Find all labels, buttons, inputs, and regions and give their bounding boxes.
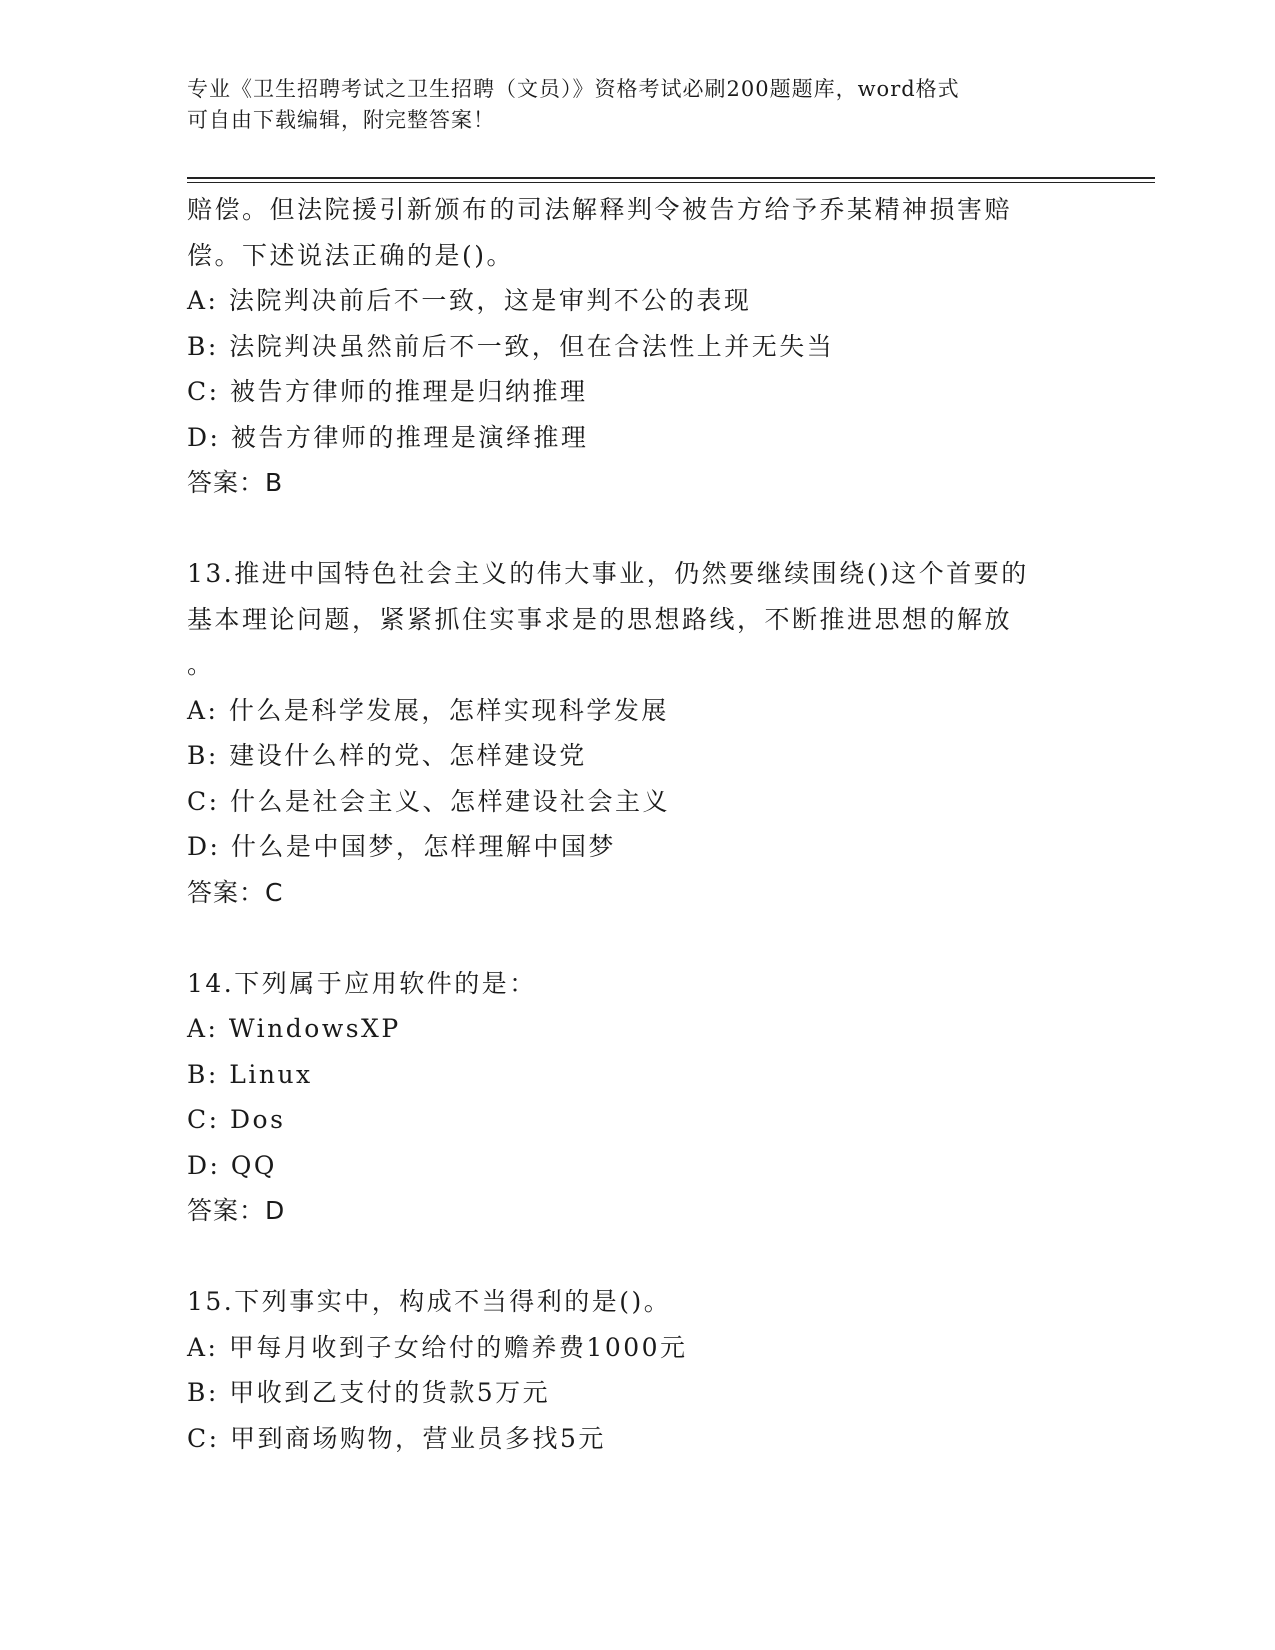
option-a: A: WindowsXP xyxy=(187,1014,401,1043)
question-stem-line: 基本理论问题，紧紧抓住实事求是的思想路线，不断推进思想的解放 xyxy=(187,604,1013,634)
question-12 xyxy=(187,187,1087,506)
spacer xyxy=(187,1234,1087,1280)
document-body xyxy=(187,187,1087,1461)
answer: 答案：D xyxy=(187,1196,286,1225)
option-b: B: 建设什么样的党、怎样建设党 xyxy=(187,741,587,770)
question-stem-line: 14.下列属于应用软件的是： xyxy=(187,968,537,998)
question-15 xyxy=(187,1279,1087,1461)
question-13 xyxy=(187,551,1087,915)
question-stem-line: 赔偿。但法院援引新颁布的司法解释判令被告方给予乔某精神损害赔 xyxy=(187,195,1013,224)
option-a: A: 什么是科学发展，怎样实现科学发展 xyxy=(187,695,669,725)
answer: 答案：C xyxy=(187,877,284,907)
option-d: D: QQ xyxy=(187,1150,277,1180)
option-d: D: 什么是中国梦，怎样理解中国梦 xyxy=(187,832,616,861)
option-c: C: 甲到商场购物，营业员多找5元 xyxy=(187,1423,606,1453)
option-c: C: 被告方律师的推理是归纳推理 xyxy=(187,377,588,406)
question-stem-line: 15.下列事实中，构成不当得利的是()。 xyxy=(187,1287,672,1316)
option-a: A: 法院判决前后不一致，这是审判不公的表现 xyxy=(187,286,752,315)
option-a: A: 甲每月收到子女给付的赡养费1000元 xyxy=(187,1332,688,1362)
option-b: B: 甲收到乙支付的货款5万元 xyxy=(187,1378,551,1407)
answer: 答案：B xyxy=(187,468,284,497)
header-rule-thick xyxy=(187,177,1155,179)
option-b: B: Linux xyxy=(187,1059,313,1089)
option-c: C: 什么是社会主义、怎样建设社会主义 xyxy=(187,786,670,816)
question-stem-line: 。 xyxy=(187,650,215,679)
spacer xyxy=(187,506,1087,552)
option-d: D: 被告方律师的推理是演绎推理 xyxy=(187,422,589,452)
option-c: C: Dos xyxy=(187,1105,286,1134)
question-stem-line: 偿。下述说法正确的是()。 xyxy=(187,240,515,270)
spacer xyxy=(187,915,1087,961)
question-stem-line: 13.推进中国特色社会主义的伟大事业，仍然要继续围绕()这个首要的 xyxy=(187,559,1029,588)
option-b: B: 法院判决虽然前后不一致，但在合法性上并无失当 xyxy=(187,331,835,361)
header-rule-thin xyxy=(187,182,1155,183)
header-line-1: 专业《卫生招聘考试之卫生招聘（文员）》资格考试必刷200题题库，word格式 xyxy=(187,77,960,101)
question-14 xyxy=(187,961,1087,1234)
header-line-2: 可自由下载编辑，附完整答案！ xyxy=(187,108,495,132)
document-header xyxy=(187,74,1067,136)
